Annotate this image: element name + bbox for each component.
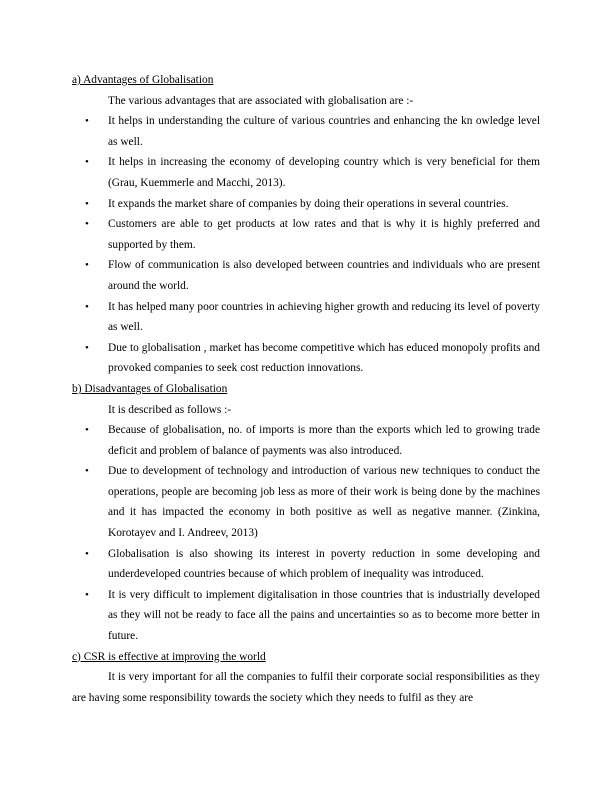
- csr-paragraph: It is very important for all the companies to fulfil their corporate social responsibilities as they are having some responsibility towards the society which they needs to fulfil as they are: [72, 671, 540, 704]
- list-item: • Customers are able to get products at low rates and that is why it is highly preferred and supported by them.: [72, 214, 540, 255]
- section-heading-disadvantages: b) Disadvantages of Globalisation: [72, 382, 228, 395]
- bullet-icon: •: [85, 341, 89, 354]
- advantages-list: [72, 111, 540, 379]
- bullet-icon: •: [85, 156, 89, 169]
- list-item: • Flow of communication is also developed between countries and individuals who are present around the world.: [72, 255, 540, 296]
- list-item: • It is very difficult to implement digitalisation in those countries that is industrially developed as they will not be ready to face all the pains and uncertainties so as to become more better in future.: [72, 585, 540, 647]
- list-item: • Globalisation is also showing its interest in poverty reduction in some developing and underdeveloped countries because of which problem of inequality was introduced.: [72, 544, 540, 585]
- list-item: • Because of globalisation, no. of imports is more than the exports which led to growing trade deficit and problem of balance of payments was also introduced.: [72, 420, 540, 461]
- bullet-icon: •: [85, 115, 89, 128]
- bullet-icon: •: [85, 218, 89, 231]
- list-item: • Due to development of technology and introduction of various new techniques to conduct the operations, people are becoming job less as more of their work is being done by the machines and it has impacted the economy in both positive as well as negative manner. (Zinkina, Korotayev and I. Andreev, 2013): [72, 461, 540, 543]
- list-item: • Due to globalisation , market has become competitive which has educed monopoly profits and provoked companies to seek cost reduction innovations.: [72, 338, 540, 379]
- section-heading-csr: c) CSR is effective at improving the world: [72, 650, 266, 663]
- list-item: • It helps in understanding the culture of various countries and enhancing the kn owledge level as well.: [72, 111, 540, 152]
- list-item: • It has helped many poor countries in achieving higher growth and reducing its level of poverty as well.: [72, 297, 540, 338]
- bullet-icon: •: [85, 465, 89, 478]
- bullet-icon: •: [85, 259, 89, 272]
- list-item: • It helps in increasing the economy of developing country which is very beneficial for them (Grau, Kuemmerle and Macchi, 2013).: [72, 152, 540, 193]
- disadvantages-list: [72, 420, 540, 647]
- section-intro-disadvantages: It is described as follows :-: [108, 403, 232, 416]
- section-heading-advantages: a) Advantages of Globalisation: [72, 74, 214, 86]
- bullet-icon: •: [85, 424, 89, 437]
- bullet-icon: •: [85, 300, 89, 313]
- section-intro-advantages: The various advantages that are associated with globalisation are :-: [108, 94, 414, 107]
- bullet-icon: •: [85, 588, 89, 601]
- bullet-icon: •: [85, 547, 89, 560]
- document-body: [72, 70, 540, 708]
- bullet-icon: •: [85, 197, 89, 210]
- list-item: • It expands the market share of companies by doing their operations in several countries.: [72, 194, 540, 215]
